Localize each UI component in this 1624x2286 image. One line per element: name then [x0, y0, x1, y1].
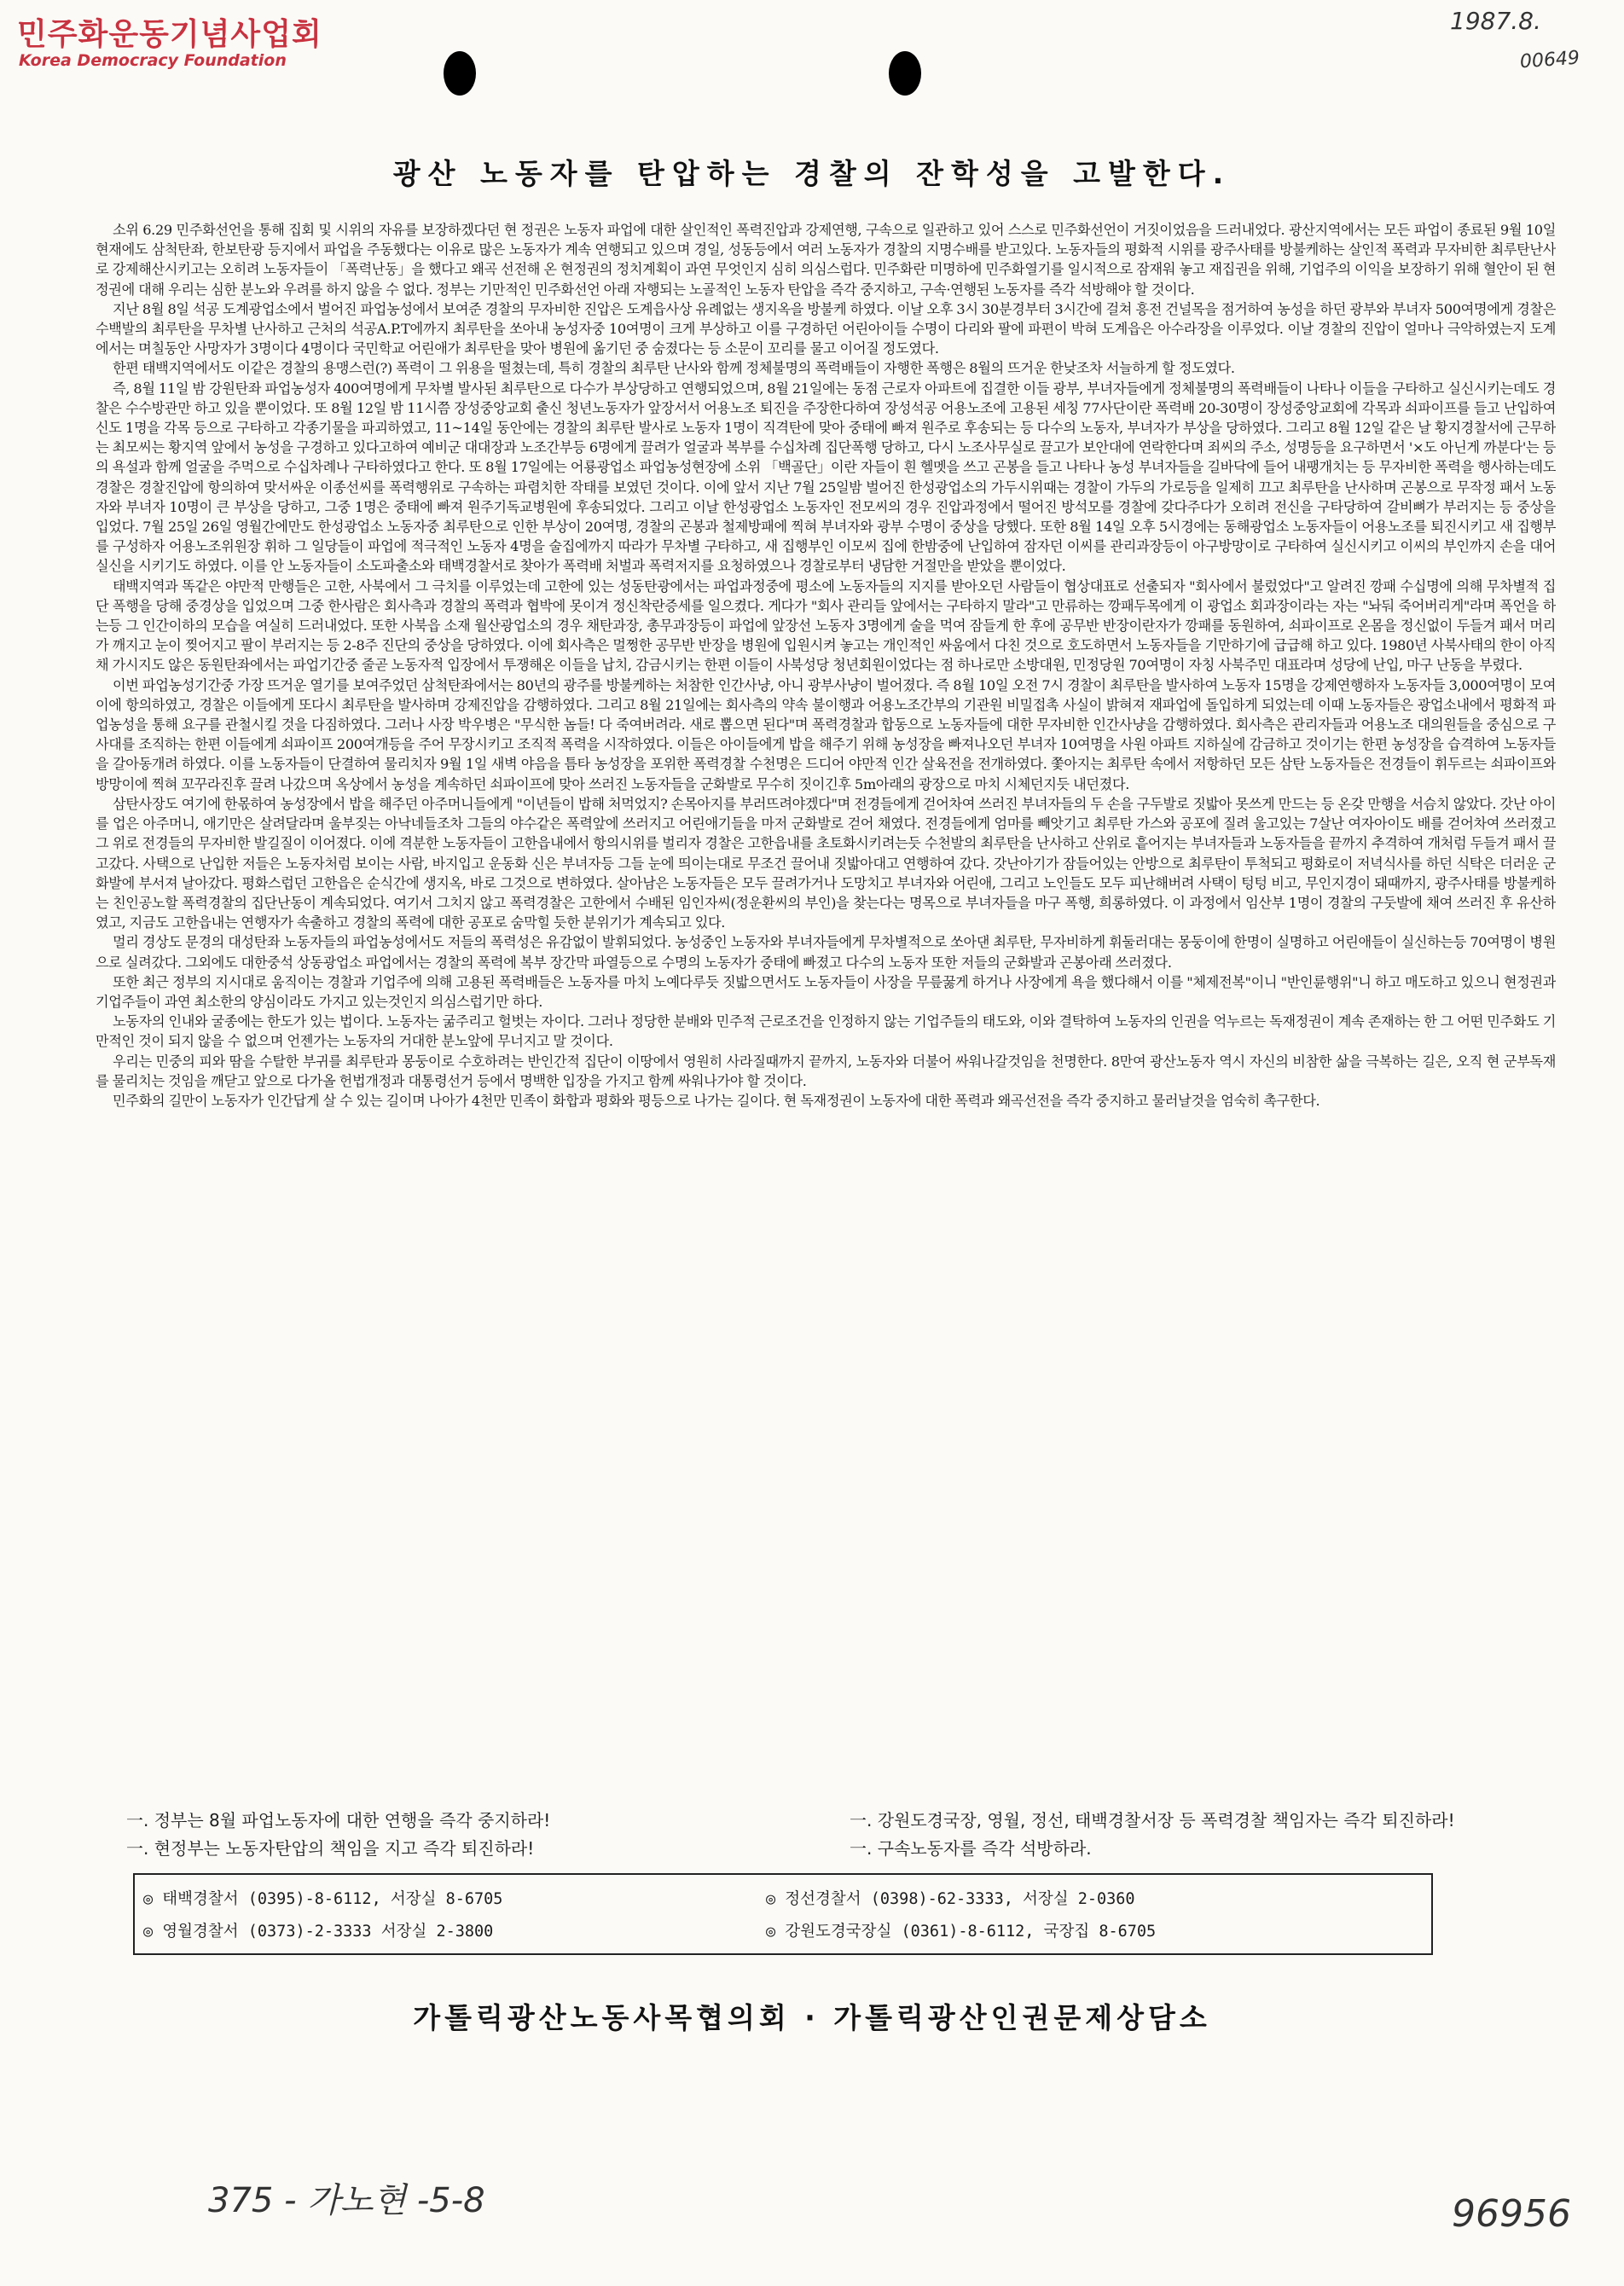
handwritten-code: 00649 [1519, 47, 1580, 73]
contact-gangwon: ◎ 강원도경국장실 (0361)-8-6112, 국장집 8-6705 [766, 1923, 1157, 1941]
contact-yeongwol: ◎ 영월경찰서 (0373)-2-3333 서장실 2-3800 [143, 1923, 494, 1941]
body-paragraph-4: 즉, 8월 11일 밤 강원탄좌 파업농성자 400여명에게 무차별 발사된 최루탄으로 다수가 부상당하고 연행되었으며, 8월 21일에는 동점 근로자 아파트에 집결한 이들 광부, 부녀자들에게 정체불명의 폭력배들이 나타나 이들을 구타하고 실신시키는데도 경찰은 수수방관만 하고 있을 뿐이었다. 또 8월 12일 밤 11시쯤 장성중앙교회 출신 청년노동자가 앞장서서 어용노조 퇴진을 주장한다하여 장성석공 어용노조에 고용된 세칭 77사단이란 폭력배 20-30명이 장성중앙교회에 각목과 쇠파이프를 들고 난입하여 신도 1명을 각목 등으로 구타하고 각종기물을 파괴하였고, 11~14일 동안에는 경찰의 최루탄 발사로 노동자 1명이 직격탄에 맞아 중태에 빠져 원주로 후송되는 등 다수의 노동자, 부녀자가 부상을 당하였다. 그리고 8월 12일 같은 날 황지경찰서에 근무하는 최모씨는 황지역 앞에서 농성을 구경하고 있다고하여 예비군 대대장과 노조간부등 6명에게 끌려가 얼굴과 복부를 수십차례 집단폭행 당하고, 다시 노조사무실로 끌고가 보안대에 연락한다며 죄씨의 주소, 성명등을 요구하면서 '×도 아닌게 까분다'는 등의 욕설과 함께 얼굴을 주먹으로 수십차례나 구타하였다고 한다. 또 8월 17일에는 어룡광업소 파업농성현장에 소위 「백골단」이란 자들이 흰 헬멧을 쓰고 곤봉을 들고 나타나 농성 부녀자들을 길바닥에 들어 내팽개치는 등 무자비한 폭력을 행사하는데도 경찰은 경찰진압에 항의하여 맞서싸운 이종선씨를 폭력행위로 구속하는 파렴치한 작태를 보였던 것이다. 이에 앞서 지난 7월 25일밤 벌어진 한성광업소의 가두시위때는 경찰이 가두의 가로등을 일제히 끄고 최루탄을 난사하며 곤봉으로 무작정 패서 노동자와 부녀자 10명이 큰 부상을 당하고, 그중 1명은 중태에 빠져 원주기독교병원에 후송되었다. 그리고 이날 한성광업소 노동자인 전모씨의 경우 진압과정에서 떨어진 방석모를 경찰에 갖다주다가 오히려 전신을 구타당하여 갈비뼈가 부러지는 등 중상을 입었다. 7월 25일 26일 영월간에만도 한성광업소 노동자중 최루탄으로 인한 부상이 20여명, 경찰의 곤봉과 철제방패에 찍혀 부녀자와 광부 수명이 중상을 당했다. 또한 8월 14일 오후 5시경에는 동해광업소 노동자들이 어용노조를 퇴진시키고 새 집행부를 구성하자 어용노조위원장 휘하 그 일당들이 파업에 적극적인 노동자 4명을 술집에까지 따라가 무차별 구타하고, 새 집행부인 이모씨 집에 한밤중에 난입하여 잠자던 이씨를 관리과장등이 아구방망이로 구타하여 실신시키고 이씨의 부인까지 손을 대어 실신을 시키기도 하였다. 이를 안 노동자들이 소도파출소와 태백경찰서로 찾아가 폭력배 처벌과 폭력저지를 요청하였으나 경찰로부터 냉담한 거절만을 받았을 뿐이었다. [96, 380, 1556, 575]
police-contacts-box [133, 1873, 1433, 1955]
contact-taebaek: ◎ 태백경찰서 (0395)-8-6112, 서장실 8-6705 [143, 1890, 503, 1908]
demand-left-1: 一. 정부는 8월 파업노동자에 대한 연행을 즉각 중지하라! [126, 1810, 551, 1831]
body-paragraph-6: 이번 파업농성기간중 가장 뜨거운 열기를 보여주었던 삼척탄좌에서는 80년의 광주를 방불케하는 처참한 인간사냥, 아니 광부사냥이 벌어졌다. 즉 8월 10일 오전 7시 경찰이 최루탄을 발사하여 노동자 15명을 강제연행하자 노동자들 3,000여명이 모여 이에 항의하였고, 경찰은 이들에게 또다시 최루탄을 발사하며 강제진압을 감행하였다. 그리고 8월 21일에는 회사측의 약속 불이행과 어용노조간부의 기관원 비밀접촉 사실이 밝혀져 재파업에 돌입하게 되었는데 이때 노동자들은 광업소내에서 평화적 파업농성을 통해 요구를 관철시킬 것을 다짐하였다. 그러나 사장 박우병은 "무식한 놈들! 다 죽여버려라. 새로 뽑으면 된다"며 폭력경찰과 합동으로 노동자들에 대한 무자비한 인간사냥을 감행하였다. 회사측은 관리자들과 어용노조 대의원들을 중심으로 구사대를 조직하는 한편 이들에게 쇠파이프 200여개등을 주어 무장시키고 조직적 폭력을 시작하였다. 이들은 아이들에게 밥을 해주기 위해 농성장을 빠져나오던 부녀자 10여명을 사원 아파트 지하실에 감금하고 것이기는 한편 농성장을 습격하여 노동자들을 갈아동개려 하였다. 이를 노동자들이 단결하여 물리치자 9월 1일 새벽 야음을 틈타 농성장을 포위한 폭력경찰 수천명은 드디어 야만적 인간 살육전을 전개하였다. 쫓아지는 최루탄 속에서 저항하던 모든 삼탄 노동자들은 전경들이 휘두르는 쇠파이프와 방망이에 찍혀 꼬꾸라진후 끌려 나갔으며 옥상에서 농성을 계속하던 쇠파이프에 맞아 쓰러진 노동자들을 군화발로 무수히 짓이긴후 5m아래의 광장으로 마치 시체던지듯 내던졌다. [96, 676, 1556, 792]
handwritten-date: 1987.8. [1450, 7, 1541, 35]
demand-left-2: 一. 현정부는 노동자탄압의 책임을 지고 즉각 퇴진하라! [126, 1838, 535, 1859]
punch-hole-left [444, 51, 476, 96]
body-paragraph-3: 한편 태백지역에서도 이같은 경찰의 용맹스런(?) 폭력이 그 위용을 떨쳤는데, 특히 경찰의 최루탄 난사와 함께 정체불명의 폭력배들이 자행한 폭행은 8월의 뜨거운 한낮조차 서늘하게 할 정도였다. [113, 360, 1235, 377]
issuing-organizations: 가톨릭광산노동사목협의회 · 가톨릭광산인권문제상담소 [413, 2001, 1211, 2034]
document-title: 광산 노동자를 탄압하는 경찰의 잔학성을 고발한다. [392, 157, 1232, 190]
demand-right-1: 一. 강원도경국장, 영월, 정선, 태백경찰서장 등 폭력경찰 책임자는 즉각 퇴진하라! [850, 1810, 1455, 1831]
demand-right-2: 一. 구속노동자를 즉각 석방하라. [850, 1838, 1092, 1859]
contact-jeongseon: ◎ 정선경찰서 (0398)-62-3333, 서장실 2-0360 [766, 1890, 1135, 1908]
document-body [96, 220, 1556, 1781]
handwritten-serial: 96956 [1452, 2192, 1571, 2236]
body-paragraph-5: 태백지역과 똑같은 야만적 만행들은 고한, 사북에서 그 극치를 이루었는데 고한에 있는 성동탄광에서는 파업과정중에 평소에 노동자들의 지지를 받아오던 사람들이 협상대표로 선출되자 "회사에서 불렀었다"고 알려진 깡패 수십명에 의해 무차별적 집단 폭행을 당해 중경상을 입었으며 그중 한사람은 회사측과 경찰의 폭력과 협박에 못이겨 정신착란증세를 일으켰다. 게다가 "회사 관리들 앞에서는 구타하지 말라"고 만류하는 깡패두목에게 이 광업소 회과장이라는 자는 "놔둬 죽어버리게"라며 폭언을 하는등 그 인간이하의 모습을 여실히 드러내었다. 또한 사북읍 소재 월산광업소의 경우 채탄과장, 총무과장등이 파업에 앞장선 노동자 3명에게 술을 먹여 잠들게 한 후에 공무반 반장이란자가 깡패를 동원하여, 쇠파이프로 온몸을 정신없이 두들겨 패서 머리가 깨지고 눈이 찢어지고 팔이 부러지는 등 2-8주 진단의 중상을 당하였다. 이에 회사측은 멀쩡한 공무반 반장을 병원에 입원시켜 놓고는 개인적인 싸움에서 다친 것으로 호도하면서 노동자들을 기만하기에 급급해 하고 있다. 1980년 사북사태의 한이 아직 채 가시지도 않은 동원탄좌에서는 파업기간중 줄곧 노동자적 입장에서 투쟁해온 이들을 납치, 감금시키는 한편 이들이 사북성당 청년회원이었다는 점 하나로만 소방대원, 민정당원 70여명이 자칭 사북주민 대표라며 성당에 난입, 마구 난동을 부렸다. [96, 577, 1556, 674]
body-paragraph-7: 삼탄사장도 여기에 한몫하여 농성장에서 밥을 해주던 아주머니들에게 "이년들이 밥해 처먹었지? 손목아지를 부러뜨려야겠다"며 전경들에게 걷어차여 쓰러진 부녀자들의 두 손을 구두발로 짓밟아 못쓰게 만드는 등 온갖 만행을 서슴치 않았다. 갓난 아이를 업은 아주머니, 애기만은 살려달라며 울부짖는 아낙네들조차 그들의 야수같은 폭력앞에 쓰러지고 어린애기들을 마저 군화발로 걷어 채였다. 전경들에게 엄마를 빼앗기고 최루탄 가스와 공포에 질려 울고있는 7살난 여자아이도 배를 걷어차여 쓰러졌고 그 위로 전경들의 무자비한 발길질이 이어졌다. 이에 격분한 노동자들이 고한읍내에서 항의시위를 벌리자 경찰은 고한읍내를 초토화시키려는듯 수천발의 최루탄을 난사하고 산위로 흩어지는 부녀자들과 노동자들을 끝까지 추격하여 개처럼 두들겨 패서 끌고갔다. 사택으로 난입한 저들은 노동자처럼 보이는 사람, 바지입고 운동화 신은 부녀자등 그들 눈에 띄이는대로 무조건 끌어내 짓밟아대고 연행하여 갔다. 갓난아기가 잠들어있는 안방으로 최루탄이 투척되고 평화로이 저녁식사를 하던 식탁은 더러운 군화발에 부서져 날아갔다. 평화스럽던 고한읍은 순식간에 생지옥, 바로 그것으로 변하였다. 살아남은 노동자들은 모두 끌려가거나 도망치고 부녀자와 어린애, 그리고 노인들도 모두 피난해버려 사택이 텅텅 비고, 무인지경이 돼때까지, 광주사태를 방불케하는 친인공노할 폭력경찰의 집단난동이 계속되었다. 여기서 그치지 않고 폭력경찰은 고한에서 수배된 임인자씨(정운환씨의 부인)을 찾는다는 명목으로 부녀자들을 마구 폭행, 희롱하였다. 이 과정에서 임산부 1명이 경찰의 구둣발에 채여 쓰러진 후 유산하였고, 지금도 고한읍내는 연행자가 속출하고 경찰의 폭력에 대한 공포로 숨막힐 듯한 분위기가 계속되고 있다. [96, 795, 1556, 931]
foundation-logo-korean: 민주화운동기념사업회 [17, 17, 322, 52]
demands-section [126, 1807, 1542, 1866]
body-paragraph-2: 지난 8월 8일 석공 도계광업소에서 벌어진 파업농성에서 보여준 경찰의 무자비한 진압은 도계읍사상 유례없는 생지옥을 방불케 하였다. 이날 오후 3시 30분경부터 3시간에 걸쳐 흥전 건널목을 점거하여 농성을 하던 광부와 부녀자 500여명에게 경찰은 수백발의 최루탄을 무차별 난사하고 근처의 석공A.P.T에까지 최루탄을 쏘아내 농성자중 10여명이 크게 부상하고 이를 구경하던 어린아이들 수명이 다리와 팔에 파편이 박혀 도계읍은 아수라장을 이루었다. 이날 경찰의 진압이 얼마나 극악하였는지 도계에서는 며칠동안 사망자가 3명이다 4명이다 국민학교 어린애가 최루탄을 맞아 병원에 옮기던 중 숨졌다는 등 소문이 꼬리를 물고 이어질 정도였다. [96, 300, 1556, 357]
foundation-logo-english: Korea Democracy Foundation [19, 51, 287, 70]
body-paragraph-9: 또한 최근 정부의 지시대로 움직이는 경찰과 기업주에 의해 고용된 폭력배들은 노동자를 마치 노예다루듯 짓밟으면서도 노동자들이 사장을 무릎꿇게 하거나 사장에게 욕을 했다해서 이를 "체제전복"이니 "반인륜행위"니 하고 매도하고 있으니 현정권과 기업주들이 과연 최소한의 양심이라도 가지고 있는것인지 의심스럽기만 하다. [96, 973, 1556, 1010]
body-paragraph-11: 우리는 민중의 피와 땀을 수탈한 부귀를 최루탄과 몽둥이로 수호하려는 반인간적 집단이 이땅에서 영원히 사라질때까지 끝까지, 노동자와 더불어 싸워나갈것임을 천명한다. 8만여 광산노동자 역시 자신의 비참한 삶을 극복하는 길은, 오직 현 군부독재를 물리치는 것임을 깨닫고 앞으로 다가올 헌법개정과 대통령선거 등에서 명백한 입장을 가지고 함께 싸워나가야 할 것이다. [96, 1053, 1556, 1089]
body-paragraph-10: 노동자의 인내와 굴종에는 한도가 있는 법이다. 노동자는 굶주리고 헐벗는 자이다. 그러나 정당한 분배와 민주적 근로조건을 인정하지 않는 기업주들의 태도와, 이와 결탁하여 노동자의 인권을 억누르는 독재정권이 계속 존재하는 한 그 어떤 민주화도 기만적인 것이 되지 않을 수 없으며 언젠가는 노동자의 거대한 분노앞에 무너지고 말 것이다. [96, 1013, 1556, 1050]
handwritten-archive-number: 375 - 가노현 -5-8 [208, 2181, 485, 2220]
punch-hole-right [889, 51, 921, 96]
body-paragraph-1: 소위 6.29 민주화선언을 통해 집회 및 시위의 자유를 보장하겠다던 현 정권은 노동자 파업에 대한 살인적인 폭력진압과 강제연행, 구속으로 일관하고 있어 스스로 민주화선언이 거짓이었음을 드러내었다. 광산지역에서는 모든 파업이 종료된 9월 10일 현재에도 삼척탄좌, 한보탄광 등지에서 파업을 주동했다는 이유로 많은 노동자가 계속 연행되고 있으며 경일, 성동등에서 여러 노동자가 경찰의 지명수배를 받고있다. 노동자들의 평화적 시위를 광주사태를 방불케하는 살인적 폭력과 무자비한 최루탄난사로 강제해산시키고는 오히려 노동자들이 「폭력난동」을 했다고 왜곡 선전해 온 현정권의 정치계획이 과연 무엇인지 심히 의심스럽다. 민주화란 미명하에 민주화열기를 일시적으로 잠재워 놓고 재집권을 위해, 기업주의 이익을 보장하기 위해 혈안이 된 현정권에 대해 우리는 심한 분노와 우려를 하지 않을 수 없다. 정부는 기만적인 민주화선언 아래 자행되는 노골적인 노동자 탄압을 즉각 중지하고, 구속·연행된 노동자를 즉각 석방해야 할 것이다. [96, 222, 1556, 298]
body-paragraph-8: 멀리 경상도 문경의 대성탄좌 노동자들의 파업농성에서도 저들의 폭력성은 유감없이 발휘되었다. 농성중인 노동자와 부녀자들에게 무차별적으로 쏘아댄 최루탄, 무자비하게 휘둘러대는 몽둥이에 한명이 실명하고 어린애들이 실신하는등 70여명이 병원으로 실려갔다. 그외에도 대한중석 상동광업소 파업에서는 경찰의 폭력에 복부 장간막 파열등으로 수명의 노동자가 중태에 빠졌고 다수의 노동자 또한 저들의 군화발과 곤봉아래 쓰러졌다. [96, 934, 1556, 971]
body-paragraph-12: 민주화의 길만이 노동자가 인간답게 살 수 있는 길이며 나아가 4천만 민족이 화합과 평화와 평등으로 나가는 길이다. 현 독재정권이 노동자에 대한 폭력과 왜곡선전을 즉각 중지하고 물러날것을 엄숙히 촉구한다. [113, 1092, 1320, 1109]
